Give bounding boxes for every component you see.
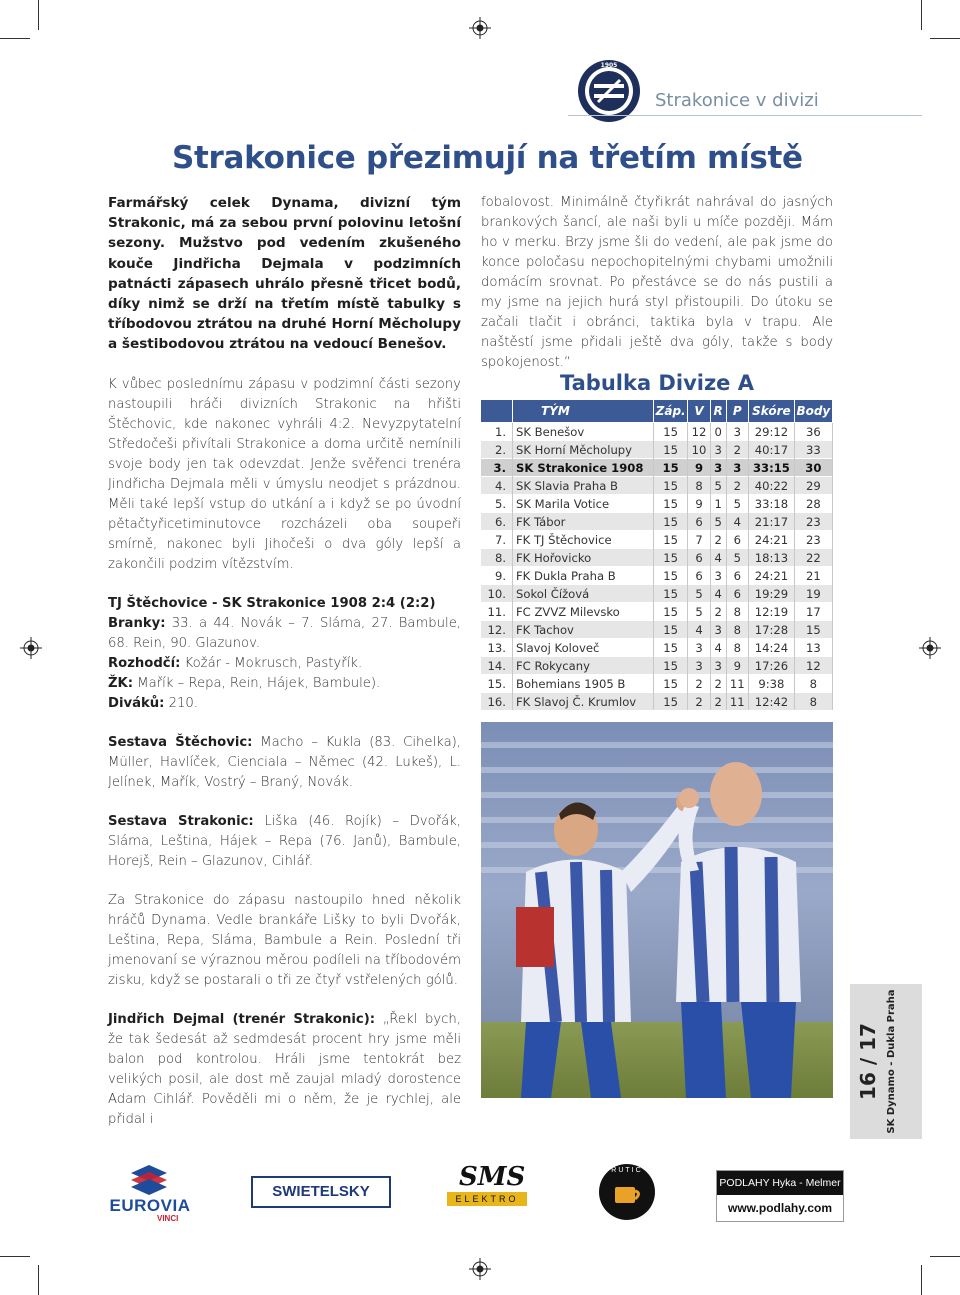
headline: Strakonice přezimují na třetím místě: [172, 140, 803, 176]
table-cell: 2: [688, 675, 711, 693]
table-cell: FC ZVVZ Milevsko: [513, 603, 654, 621]
sponsor-swietelsky[interactable]: [251, 1176, 391, 1208]
table-cell: 15: [654, 477, 688, 495]
table-cell: 29:12: [749, 423, 795, 441]
table-header-cell: TÝM: [513, 400, 654, 423]
table-cell: 12:19: [749, 603, 795, 621]
eurovia-text: EUROVIA: [109, 1196, 191, 1215]
table-cell: 3: [710, 621, 726, 639]
table-cell: 4: [726, 513, 749, 531]
table-header-cell: R: [710, 400, 726, 423]
sponsor-sms-elektro[interactable]: [447, 1162, 527, 1222]
table-cell: 1: [710, 495, 726, 513]
table-header-cell: V: [688, 400, 711, 423]
table-cell: 3: [688, 639, 711, 657]
table-row: [481, 675, 833, 693]
table-cell: 2: [710, 675, 726, 693]
table-cell: 10.: [481, 585, 513, 603]
table-cell: 12:42: [749, 693, 795, 711]
sponsor-eurovia[interactable]: [95, 1163, 205, 1225]
lineup-home-text: Macho – Kukla (83. Cihelka), Müller, Havlíček, Cienciala – Němec (42. Lukeš), L. Jelínek, Mařík, Vostrý – Braný, Novák.: [108, 734, 461, 790]
table-cell: FK Tábor: [513, 513, 654, 531]
table-cell: 15: [654, 459, 688, 477]
table-cell: FK TJ Štěchovice: [513, 531, 654, 549]
crop-mark: [921, 0, 922, 30]
crop-mark: [930, 38, 960, 39]
table-cell: 10: [688, 441, 711, 459]
table-cell: 11.: [481, 603, 513, 621]
table-header-cell: Skóre: [749, 400, 795, 423]
referee-text: Kožár - Mokrusch, Pastyřík.: [180, 655, 363, 671]
table-cell: 3: [688, 657, 711, 675]
table-cell: 40:22: [749, 477, 795, 495]
table-cell: 12: [794, 657, 832, 675]
table-row: [481, 477, 833, 495]
table-cell: 22: [794, 549, 832, 567]
registration-mark-icon: [469, 1258, 491, 1280]
table-cell: 28: [794, 495, 832, 513]
section-title: Strakonice v divizi: [655, 90, 819, 111]
crop-mark: [0, 38, 30, 39]
table-cell: 23: [794, 513, 832, 531]
table-row: [481, 639, 833, 657]
registration-mark-icon: [469, 17, 491, 39]
table-cell: 5: [726, 549, 749, 567]
lineup-away-text: Liška (46. Rojík) – Dvořák, Sláma, Leština, Hájek – Repa (76. Janů), Bambule, Horejš, Rein – Glazunov, Cihlář.: [108, 813, 461, 869]
lineup-home-label: Sestava Štěchovic:: [108, 734, 253, 750]
table-cell: 8: [726, 603, 749, 621]
sms-text: SMS: [459, 1162, 526, 1192]
match-yellow-cards: [108, 674, 461, 694]
table-cell: 11: [726, 675, 749, 693]
table-cell: 12: [688, 423, 711, 441]
table-row: [481, 549, 833, 567]
table-cell: 9.: [481, 567, 513, 585]
table-cell: 15: [654, 513, 688, 531]
table-cell: 0: [710, 423, 726, 441]
table-cell: 17: [794, 603, 832, 621]
table-cell: 8: [726, 621, 749, 639]
attendance-text: 210.: [164, 695, 198, 711]
table-cell: 15: [654, 621, 688, 639]
table-cell: 2: [726, 441, 749, 459]
table-cell: 17:26: [749, 657, 795, 675]
table-cell: 2: [710, 531, 726, 549]
table-row: [481, 531, 833, 549]
table-cell: 4: [710, 549, 726, 567]
right-column: [481, 193, 833, 373]
table-row: [481, 459, 833, 477]
table-cell: 36: [794, 423, 832, 441]
table-cell: Bohemians 1905 B: [513, 675, 654, 693]
table-cell: 4: [688, 621, 711, 639]
coach-quote-text: „Řekl bych, že tak šedesát až sedmdesát procent hry jsme měli balon pod kontrolou. Hráli jsme tentokrát bez velikých posil, ale dost mě zaujal mladý dorostence Adam Cihlář. Pověděli mi o něm, že je rychlej, ale přidal i: [108, 1011, 461, 1127]
coach-quote: [108, 1010, 461, 1130]
table-cell: 5: [710, 513, 726, 531]
table-cell: 29: [794, 477, 832, 495]
coach-quote-label: Jindřich Dejmal (trenér Strakonic):: [108, 1011, 376, 1027]
table-cell: 15: [654, 441, 688, 459]
table-cell: SK Marila Votice: [513, 495, 654, 513]
lineup-home: [108, 733, 461, 793]
table-cell: FK Dukla Praha B: [513, 567, 654, 585]
table-cell: 6: [688, 513, 711, 531]
table-cell: 6: [688, 549, 711, 567]
table-cell: 24:21: [749, 567, 795, 585]
match-referee: [108, 654, 461, 674]
yellow-cards-text: Mařík – Repa, Rein, Hájek, Bambule).: [133, 675, 381, 691]
lead-paragraph: Farmářský celek Dynama, divizní tým Strakonic, má za sebou první polovinu letošní sezony. Mužstvo pod vedením zkušeného kouče Jindřicha Dejmala v podzimních patnácti zápasech uhrálo přesně třicet bodů, díky nimž se drží na třetím místě tabulky s tříbodovou ztrátou na druhé Horní Měcholupy a šestibodovou ztrátou na vedoucí Benešov.: [108, 195, 461, 353]
match-photo: [481, 722, 833, 1098]
table-cell: FK Tachov: [513, 621, 654, 639]
table-cell: 8.: [481, 549, 513, 567]
table-header-cell: [481, 400, 513, 423]
table-cell: 15: [654, 423, 688, 441]
table-cell: 15: [654, 639, 688, 657]
table-cell: FC Rokycany: [513, 657, 654, 675]
table-cell: 11: [726, 693, 749, 711]
table-cell: 15: [654, 603, 688, 621]
yellow-cards-label: ŽK:: [108, 675, 134, 691]
table-cell: 3.: [481, 459, 513, 477]
table-header-row: [481, 400, 833, 423]
table-cell: 1.: [481, 423, 513, 441]
crop-mark: [921, 1265, 922, 1295]
table-cell: 3: [726, 459, 749, 477]
podlahy-title: PODLAHY Hyka - Melmer: [717, 1171, 843, 1195]
table-row: [481, 603, 833, 621]
goals-text: 33. a 44. Novák – 7. Sláma, 27. Bambule, 68. Rein, 90. Glazunov.: [108, 615, 461, 651]
table-cell: Sokol Čížová: [513, 585, 654, 603]
table-cell: 17:28: [749, 621, 795, 639]
table-cell: 33:15: [749, 459, 795, 477]
table-cell: 15: [654, 549, 688, 567]
table-cell: 5: [688, 603, 711, 621]
table-cell: 4: [710, 585, 726, 603]
page-side-tab: [850, 984, 922, 1139]
table-cell: 6: [726, 531, 749, 549]
table-cell: 33: [794, 441, 832, 459]
table-header-cell: Záp.: [654, 400, 688, 423]
table-cell: 13: [794, 639, 832, 657]
table-cell: 5: [688, 585, 711, 603]
table-row: [481, 693, 833, 711]
crop-mark: [38, 0, 39, 30]
table-cell: 15: [654, 585, 688, 603]
table-cell: 3: [710, 459, 726, 477]
table-cell: 6: [726, 567, 749, 585]
table-cell: 15: [654, 495, 688, 513]
elektro-text: ELEKTRO: [447, 1192, 527, 1206]
table-cell: 5.: [481, 495, 513, 513]
table-header-cell: Body: [794, 400, 832, 423]
table-cell: Slavoj Koloveč: [513, 639, 654, 657]
table-cell: 2: [710, 603, 726, 621]
table-cell: SK Strakonice 1908: [513, 459, 654, 477]
table-cell: 8: [794, 693, 832, 711]
table-row: [481, 441, 833, 459]
table-cell: 9: [688, 459, 711, 477]
logo-year: 1905: [600, 62, 618, 69]
referee-label: Rozhodčí:: [108, 655, 181, 671]
table-cell: SK Slavia Praha B: [513, 477, 654, 495]
table-row: [481, 567, 833, 585]
standings-table: [481, 400, 833, 710]
side-tab-club: SK Dynamo - Dukla Praha: [886, 989, 897, 1134]
attendance-label: Diváků:: [108, 695, 165, 711]
match-title: TJ Štěchovice - SK Strakonice 1908 2:4 (2:2): [108, 595, 436, 611]
table-cell: 4.: [481, 477, 513, 495]
table-cell: 7: [688, 531, 711, 549]
table-cell: 9: [726, 657, 749, 675]
table-cell: 7.: [481, 531, 513, 549]
table-cell: 2.: [481, 441, 513, 459]
match-goals: [108, 614, 461, 654]
table-cell: 9:38: [749, 675, 795, 693]
podlahy-url[interactable]: www.podlahy.com: [727, 1201, 832, 1215]
table-cell: SK Horní Měcholupy: [513, 441, 654, 459]
table-cell: FK Hořovicko: [513, 549, 654, 567]
table-cell: 6: [688, 567, 711, 585]
table-row: [481, 621, 833, 639]
table-cell: 15: [654, 531, 688, 549]
table-cell: 24:21: [749, 531, 795, 549]
sponsor-podlahy[interactable]: [716, 1170, 844, 1222]
swietelsky-text: SWIETELSKY: [272, 1183, 370, 1200]
table-cell: 5: [726, 495, 749, 513]
table-cell: 30: [794, 459, 832, 477]
table-cell: 40:17: [749, 441, 795, 459]
table-cell: 9: [688, 495, 711, 513]
table-cell: 19: [794, 585, 832, 603]
table-title: Tabulka Divize A: [560, 371, 754, 395]
body-paragraph: K vůbec poslednímu zápasu v podzimní části sezony nastoupili hráči divizních Strakonic na hřišti Štěchovic, kde nakonec vyhráli 4:2. Nevyzpytatelní Středočeši přivítali Strakonice a doma určitě nemínili svoje body jen tak odevzdat. Jenže svěřenci trenéra Jindřicha Dejmala měli v úmyslu neodjet s prázdnou. Měli také lepší vstup do utkání a i když se po úvodní pětačtyřicetiminutovce rozcházeli oba soupeři smírně, nakonec byli Jihočeši o dva góly lepší a zakončili podzim vítězstvím.: [108, 376, 461, 572]
table-header-cell: P: [726, 400, 749, 423]
goals-label: Branky:: [108, 615, 166, 631]
table-cell: 15: [654, 675, 688, 693]
quote-continuation: fobalovost. Minimálně čtyřikrát nahrával do jasných brankových šancí, ale naši byli u míče později. Mám ho v merku. Brzy jsme šli do vedení, ale pak jsme do konce poločasu nepochopitelnými chybami umožnili domácím srovnat. Po přestávce se do nás pustili a my jsme na jejich hurá styl přistoupili. Do útoku se začali tlačit i obránci, taktika byla v trapu. Ale naštěstí jsme přidali ještě dva góly, takže s body spokojenost.“: [481, 195, 833, 370]
lineup-away: [108, 812, 461, 872]
table-cell: 3: [710, 441, 726, 459]
table-cell: 18:13: [749, 549, 795, 567]
crop-mark: [930, 1256, 960, 1257]
sponsor-rutic[interactable]: [598, 1163, 656, 1221]
table-cell: 15: [654, 657, 688, 675]
table-cell: 6: [726, 585, 749, 603]
eurovia-sub: VINCI: [157, 1214, 179, 1223]
table-cell: 15.: [481, 675, 513, 693]
table-cell: 21:17: [749, 513, 795, 531]
crop-mark: [0, 1256, 30, 1257]
left-column: [108, 193, 461, 1130]
header-divider: [568, 115, 922, 116]
table-cell: 8: [688, 477, 711, 495]
table-cell: 15: [654, 693, 688, 711]
table-cell: 8: [726, 639, 749, 657]
table-cell: 4: [710, 639, 726, 657]
table-cell: 6.: [481, 513, 513, 531]
table-cell: 2: [688, 693, 711, 711]
table-cell: FK Slavoj Č. Krumlov: [513, 693, 654, 711]
table-cell: 23: [794, 531, 832, 549]
table-cell: 15: [794, 621, 832, 639]
table-cell: SK Benešov: [513, 423, 654, 441]
table-cell: 3: [710, 657, 726, 675]
table-cell: 3: [710, 567, 726, 585]
table-row: [481, 423, 833, 441]
table-row: [481, 585, 833, 603]
table-row: [481, 657, 833, 675]
table-row: [481, 513, 833, 531]
body-paragraph: Za Strakonice do zápasu nastoupilo hned několik hráčů Dynama. Vedle brankáře Lišky to byli Dvořák, Leština, Repa, Sláma, Bambule a Rein. Poslední tři jmenovaní se výraznou měrou podíleli na tříbodovém zisku, když se postarali o tři ze čtyř vstřelených gólů.: [108, 892, 461, 988]
table-cell: 12.: [481, 621, 513, 639]
table-cell: 14.: [481, 657, 513, 675]
table-cell: 2: [726, 477, 749, 495]
registration-mark-icon: [20, 637, 42, 659]
table-cell: 16.: [481, 693, 513, 711]
eurovia-logo-icon: [129, 1163, 169, 1195]
table-cell: 14:24: [749, 639, 795, 657]
table-cell: 15: [654, 567, 688, 585]
table-cell: 33:18: [749, 495, 795, 513]
registration-mark-icon: [919, 637, 941, 659]
lineup-away-label: Sestava Strakonic:: [108, 813, 254, 829]
table-cell: 3: [726, 423, 749, 441]
table-cell: 2: [710, 693, 726, 711]
match-report: [108, 594, 461, 714]
table-cell: 21: [794, 567, 832, 585]
table-cell: 13.: [481, 639, 513, 657]
table-cell: 19:29: [749, 585, 795, 603]
match-attendance: [108, 694, 461, 714]
crop-mark: [38, 1265, 39, 1295]
table-cell: 8: [794, 675, 832, 693]
page-number: 16 / 17: [856, 1023, 880, 1100]
rutic-text: RUTIC: [611, 1167, 643, 1174]
table-row: [481, 495, 833, 513]
table-cell: 5: [710, 477, 726, 495]
